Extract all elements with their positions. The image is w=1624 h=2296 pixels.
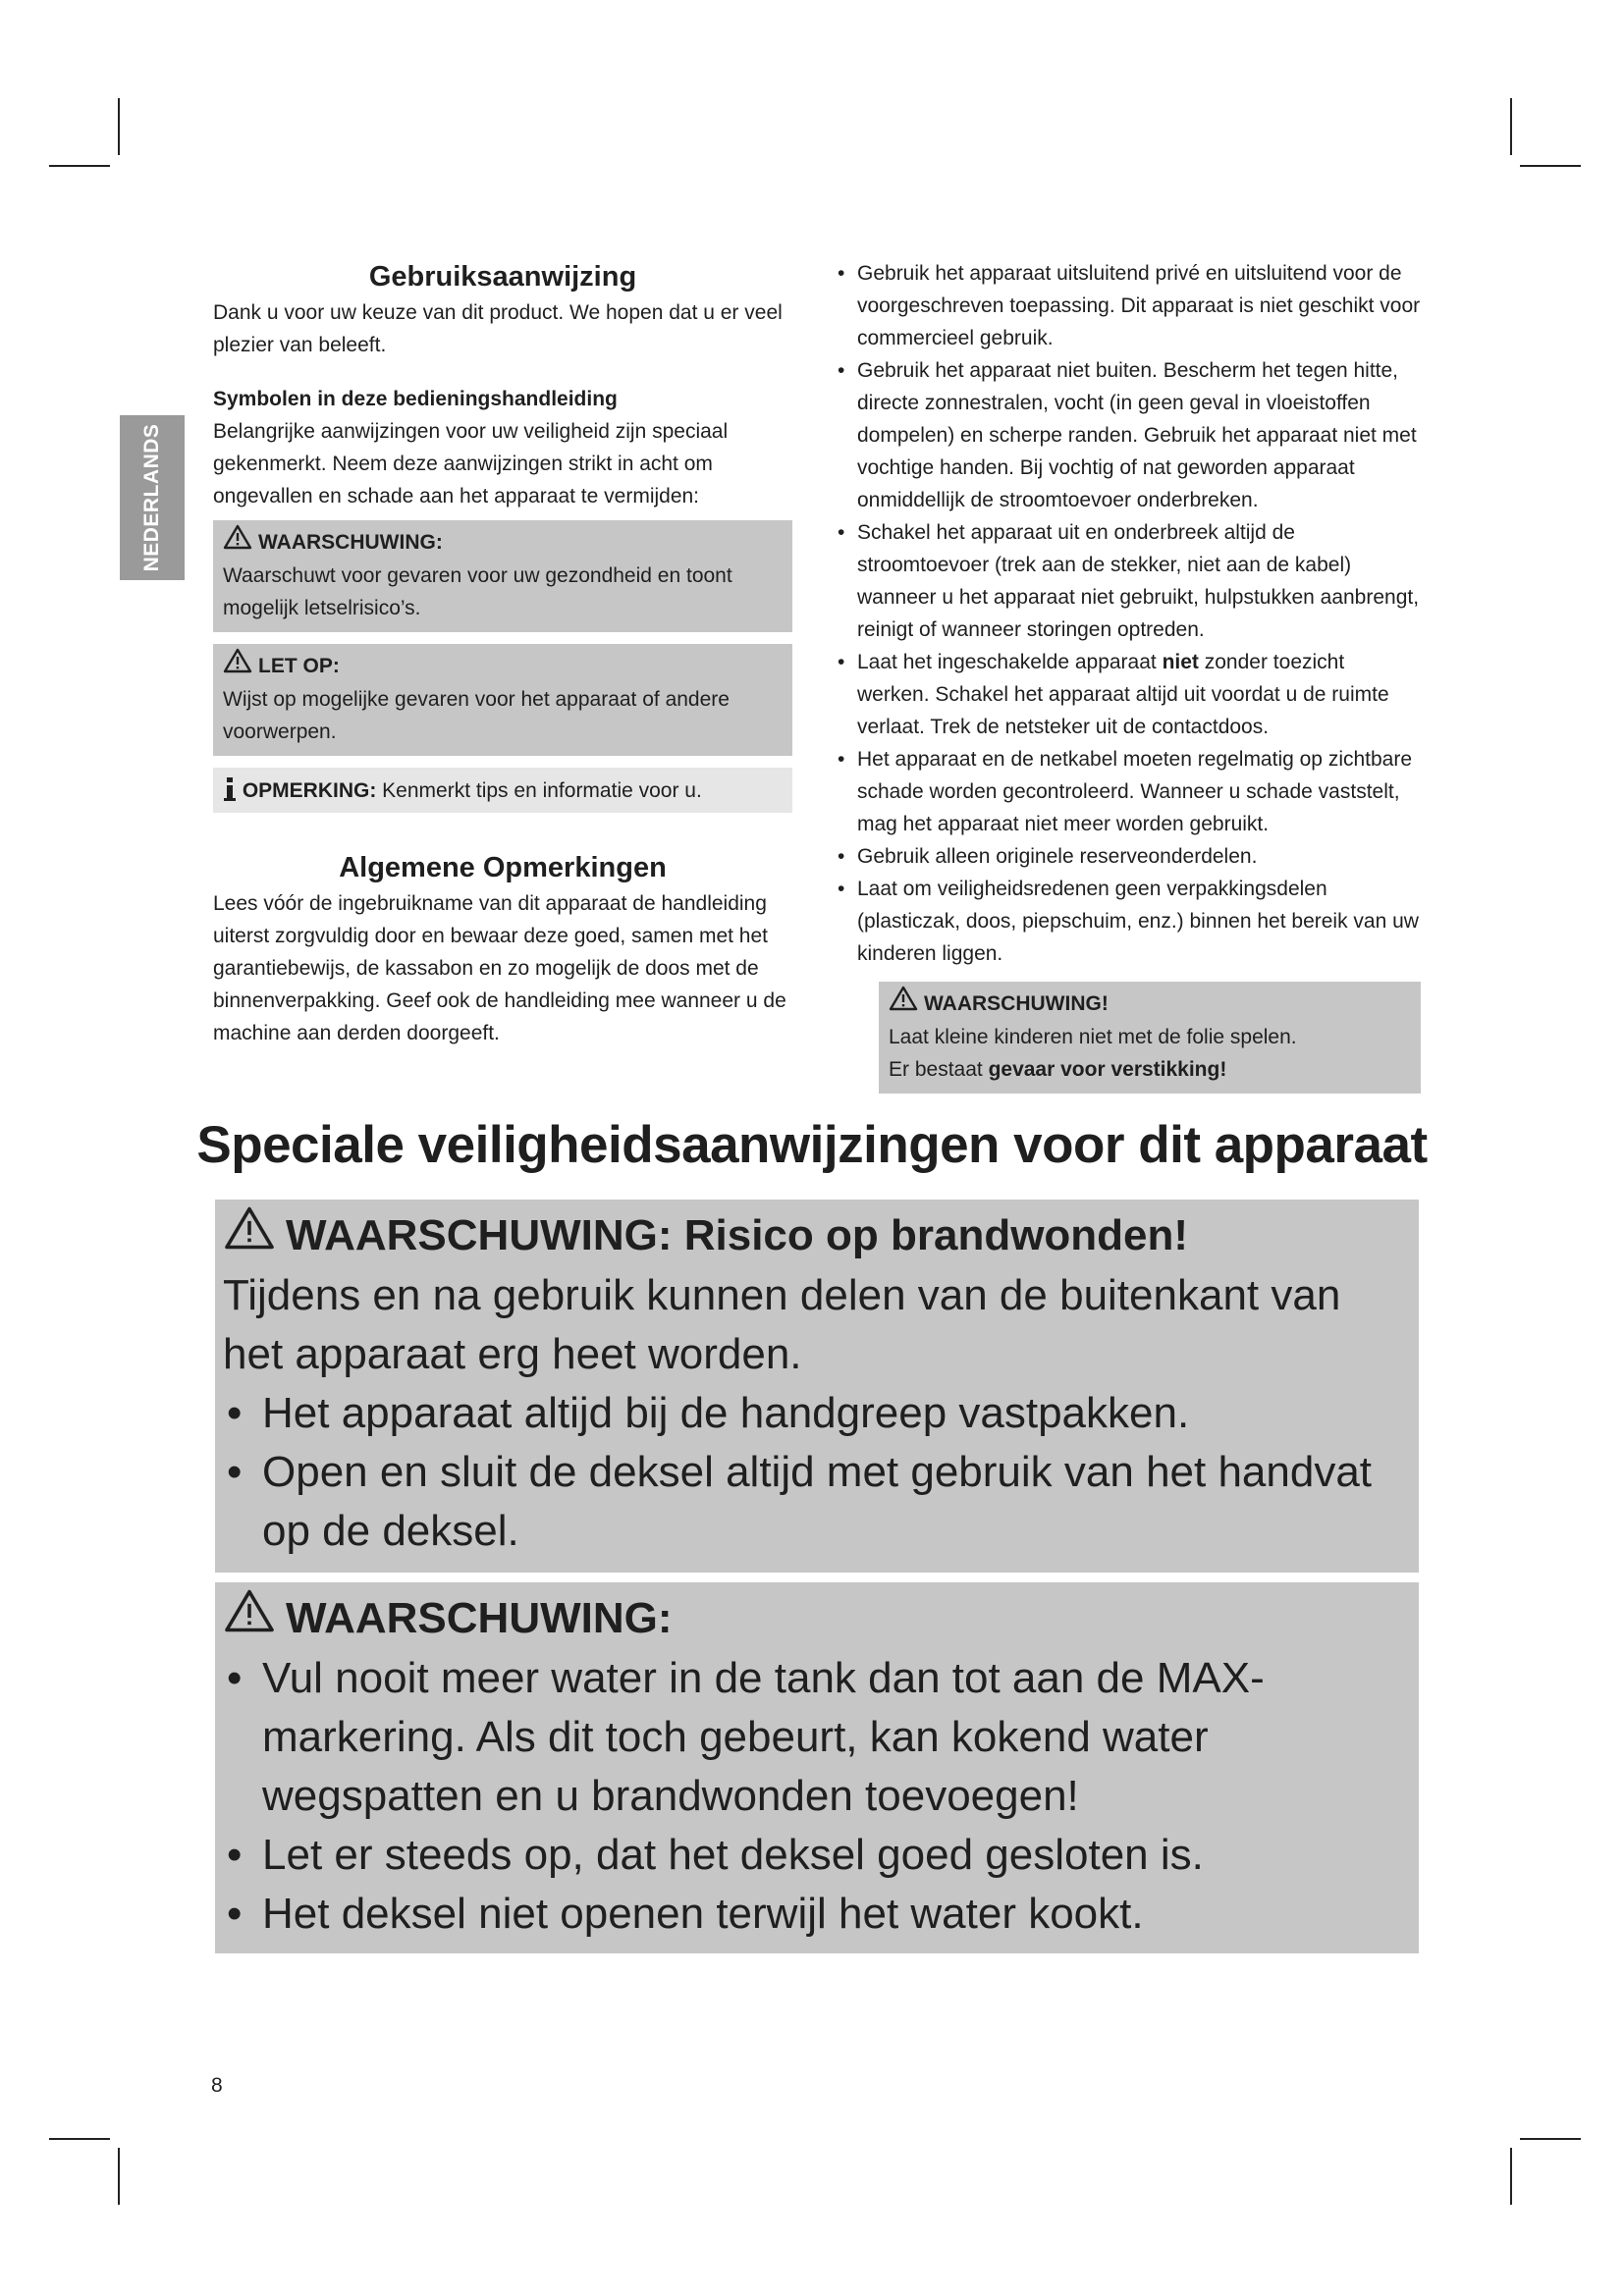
list-item: • Laat om veiligheidsredenen geen verpakkingsdelen (plasticzak, doos, piepschuim, enz.) binnen het bereik van uw kinderen liggen. bbox=[836, 873, 1421, 970]
suffocation-warning-line2-pre: Er bestaat bbox=[889, 1058, 989, 1081]
list-item-text-bold: niet bbox=[1162, 651, 1199, 673]
page-number: 8 bbox=[211, 2074, 223, 2097]
list-item: • Het apparaat altijd bij de handgreep vastpakken. bbox=[223, 1384, 1407, 1443]
list-item: • Het apparaat en de netkabel moeten regelmatig op zichtbare schade worden gecontroleerd. Wanneer u schade vaststelt, mag het apparaat niet meer worden gebruikt. bbox=[836, 743, 1421, 840]
list-item: • Gebruik het apparaat uitsluitend privé en uitsluitend voor de voorgeschreven toepassing. Dit apparaat is niet geschikt voor commercieel gebruik. bbox=[836, 257, 1421, 354]
list-item-text-pre: Laat het ingeschakelde apparaat bbox=[857, 651, 1163, 673]
warning-symbol-head bbox=[223, 524, 783, 560]
section-title-algemene-opmerkingen: Algemene Opmerkingen bbox=[339, 852, 667, 883]
list-item: • Het deksel niet openen terwijl het water kookt. bbox=[223, 1885, 1407, 1944]
suffocation-warning-line1: Laat kleine kinderen niet met de folie spelen. bbox=[889, 1026, 1297, 1048]
burn-risk-warning-label: WAARSCHUWING: Risico op brandwonden! bbox=[286, 1211, 1189, 1259]
caution-symbol-box bbox=[213, 644, 792, 756]
info-icon bbox=[223, 774, 237, 806]
suffocation-warning-line2 bbox=[889, 1053, 1411, 1086]
caution-symbol-label: LET OP: bbox=[258, 654, 340, 677]
list-item: • Gebruik alleen originele reserveonderdelen. bbox=[836, 840, 1421, 873]
list-item: • Gebruik het apparaat niet buiten. Bescherm het tegen hitte, directe zonnestralen, vocht (in geen geval in vloeistoffen dompelen) en scherpe randen. Gebruik het apparaat niet met vochtige handen. Bij vochtig of nat geworden apparaat onmiddellijk de stroomtoevoer onderbreken. bbox=[836, 354, 1421, 516]
note-symbol-line bbox=[223, 774, 783, 807]
crop-mark bbox=[1520, 165, 1581, 167]
section-title-gebruiksaanwijzing: Gebruiksaanwijzing bbox=[368, 261, 637, 293]
intro-text: Dank u voor uw keuze van dit product. We hopen dat u er veel plezier van beleeft. bbox=[213, 301, 783, 356]
safety-bullet-list bbox=[836, 257, 1421, 970]
note-symbol-label: OPMERKING: bbox=[242, 779, 377, 802]
warning-symbol-box bbox=[213, 520, 792, 632]
crop-mark bbox=[49, 165, 110, 167]
list-item: • Schakel het apparaat uit en onderbreek altijd de stroomtoevoer (trek aan de stekker, niet aan de kabel) wanneer u het apparaat niet gebruikt, hulpstukken aanbrengt, reinigt of wanneer storingen optreden. bbox=[836, 516, 1421, 646]
caution-symbol-head bbox=[223, 648, 783, 683]
warning-triangle-icon bbox=[223, 1205, 276, 1266]
symbols-text: Belangrijke aanwijzingen voor uw veiligheid zijn speciaal gekenmerkt. Neem deze aanwijzingen strikt in acht om ongevallen en schade aan het apparaat te vermijden: bbox=[213, 420, 729, 507]
max-fill-warning-box bbox=[215, 1582, 1419, 1953]
language-tab-label: NEDERLANDS bbox=[140, 423, 163, 572]
crop-mark bbox=[1510, 2148, 1512, 2205]
list-item: • Vul nooit meer water in de tank dan tot aan de MAX-markering. Als dit toch gebeurt, kan kokend water wegspatten en u brandwonden toevoegen! bbox=[223, 1649, 1407, 1826]
caution-triangle-icon bbox=[223, 648, 252, 683]
warning-triangle-icon bbox=[223, 524, 252, 560]
warning-symbol-text: Waarschuwt voor gevaren voor uw gezondheid en toont mogelijk letselrisico’s. bbox=[223, 564, 732, 619]
language-tab bbox=[120, 415, 185, 580]
note-symbol-text: Kenmerkt tips en informatie voor u. bbox=[376, 779, 702, 802]
max-fill-bullet-list bbox=[223, 1649, 1407, 1944]
list-item-text-post: zonder toezicht werken. Schakel het apparaat altijd uit voordat u de ruimte verlaat. Trek de netsteker uit de contactdoos. bbox=[857, 651, 1389, 738]
suffocation-warning-line2-bold: gevaar voor verstikking! bbox=[988, 1058, 1227, 1081]
burn-risk-bullet-list bbox=[223, 1384, 1407, 1561]
list-item: • Open en sluit de deksel altijd met gebruik van het handvat op de deksel. bbox=[223, 1443, 1407, 1561]
max-fill-warning-head bbox=[223, 1588, 1407, 1649]
symbols-heading: Symbolen in deze bedieningshandleiding bbox=[213, 388, 618, 410]
burn-risk-warning-head bbox=[223, 1205, 1407, 1266]
crop-mark bbox=[1510, 98, 1512, 155]
warning-triangle-icon bbox=[889, 986, 918, 1021]
special-safety-title: Speciale veiligheidsaanwijzingen voor dit apparaat bbox=[196, 1116, 1428, 1174]
crop-mark bbox=[49, 2138, 110, 2140]
burn-risk-warning-text: Tijdens en na gebruik kunnen delen van de buitenkant van het apparaat erg heet worden. bbox=[223, 1271, 1341, 1378]
suffocation-warning-label: WAARSCHUWING! bbox=[924, 991, 1109, 1015]
left-column bbox=[213, 257, 792, 1049]
right-column bbox=[836, 257, 1421, 1094]
suffocation-warning-head bbox=[889, 986, 1411, 1021]
warning-symbol-label: WAARSCHUWING: bbox=[258, 530, 443, 554]
max-fill-warning-label: WAARSCHUWING: bbox=[286, 1594, 673, 1642]
list-item: • Let er steeds op, dat het deksel goed gesloten is. bbox=[223, 1826, 1407, 1885]
warning-triangle-icon bbox=[223, 1588, 276, 1649]
suffocation-warning-box bbox=[879, 982, 1421, 1094]
general-text: Lees vóór de ingebruikname van dit apparaat de handleiding uiterst zorgvuldig door en bewaar deze goed, samen met het garantiebewijs, de kassabon en zo mogelijk de doos met de binnenverpakking. Geef ook de handleiding mee wanneer u de machine aan derden doorgeeft. bbox=[213, 892, 786, 1044]
crop-mark bbox=[118, 2148, 120, 2205]
list-item bbox=[836, 646, 1421, 743]
note-symbol-box bbox=[213, 768, 792, 813]
crop-mark bbox=[1520, 2138, 1581, 2140]
burn-risk-warning-box bbox=[215, 1200, 1419, 1573]
crop-mark bbox=[118, 98, 120, 155]
caution-symbol-text: Wijst op mogelijke gevaren voor het apparaat of andere voorwerpen. bbox=[223, 688, 730, 743]
